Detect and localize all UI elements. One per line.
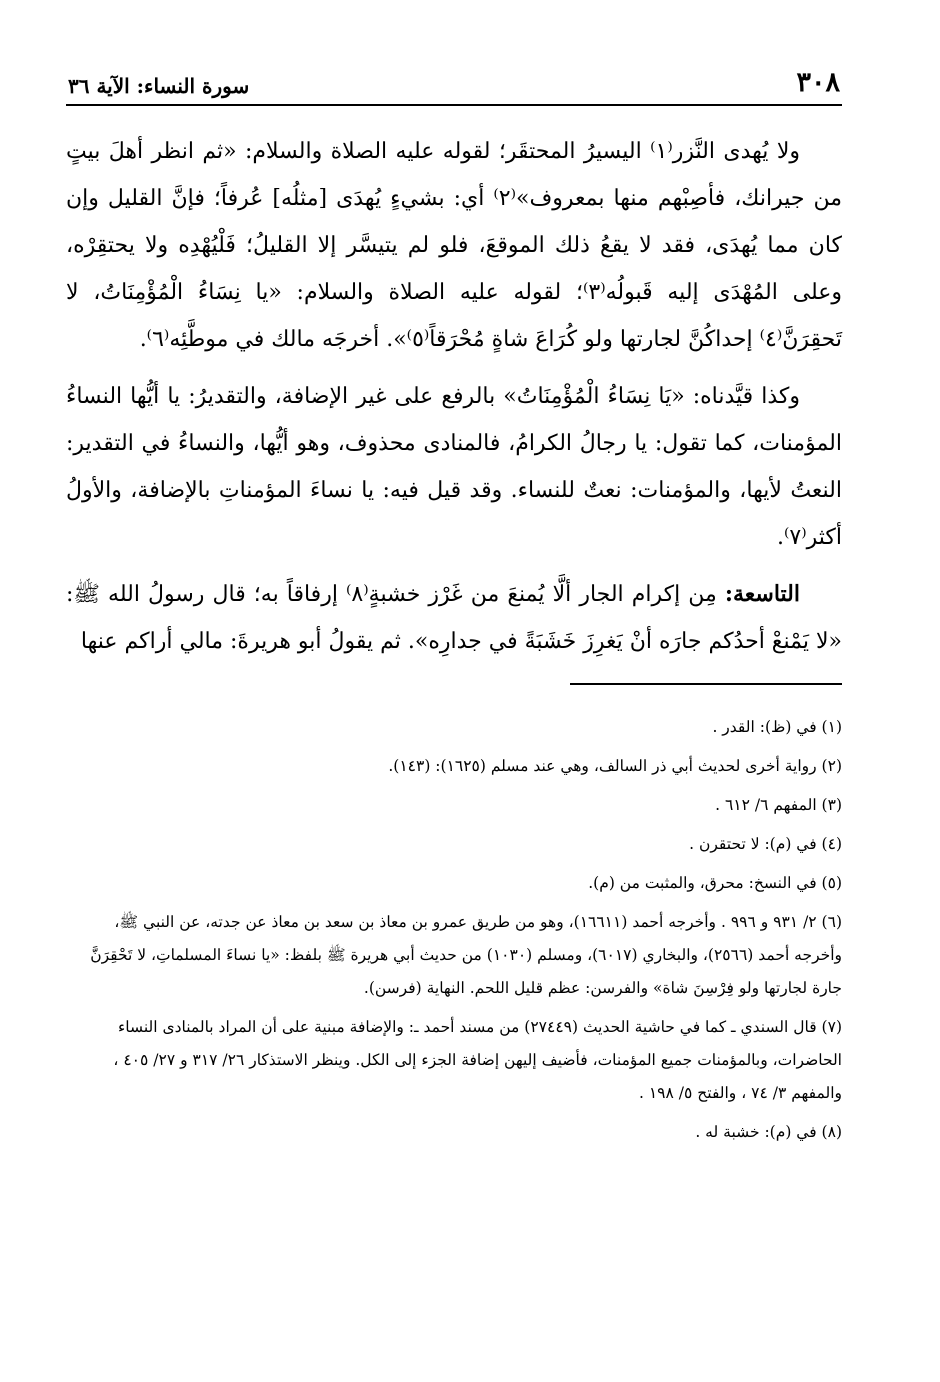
section-lead: التاسعة:: [724, 581, 800, 607]
page-number: ٣٠٨: [796, 67, 840, 98]
footnote: (٢) رواية أخرى لحديث أبي ذر السالف، وهي عند مسلم (١٦٢٥): (١٤٣).: [388, 757, 842, 775]
footnote: (١) في (ظ): القدر .: [712, 718, 842, 736]
paragraph-text: ولا يُهدى النَّزر⁽١⁾ اليسيرُ المحتقَر؛ لقوله عليه الصلاة والسلام: «ثم انظر أهلَ بيتٍ من جيرانك، فأصِبْهم منها بمعروف»⁽٢⁾ أي: بشيءٍ يُهدَى [مثلُه] عُرفاً؛ فإنَّ القليل وإن كان مما يُهدَى، فقد لا يقعُ ذلك الموقعَ، فلو لم يتيسَّر إلا القليلُ؛ فَلْيُهْدِه ولا يحتقِرْه، وعلى المُهْدَى إليه قَبولُه⁽٣⁾؛ لقوله عليه الصلاة والسلام: «يا نِسَاءُ الْمُؤْمِنَاتُ، لا تَحقِرَنَّ⁽٤⁾ إحداكُنَّ لجارتها ولو كُرَاعَ شاةٍ مُحْرَقاً⁽٥⁾». أخرجَه مالك في موطَّئِه⁽٦⁾.: [66, 139, 843, 352]
footnote: (٨) في (م): خشبة له .: [695, 1123, 842, 1141]
running-head: [66, 60, 842, 106]
book-page: [66, 60, 842, 1360]
footnote: (٣) المفهم ٦/ ٦١٢ .: [715, 796, 842, 814]
paragraph-text: مِن إكرام الجار ألَّا يُمنعَ من غَرْز خشبةٍ⁽٨⁾ إرفاقاً به؛ قال رسولُ الله ﷺ: «لا يَمْنعْ أحدُكم جارَه أنْ يَغرِزَ خَشَبَةً في جدارِه». ثم يقولُ أبو هريرةَ: مالي أراكم عنها: [66, 582, 842, 654]
footnotes: [66, 711, 842, 1149]
main-text: [66, 128, 842, 665]
paragraph-text: وكذا قيَّدناه: «يَا نِسَاءُ الْمُؤْمِنَاتُ» بالرفع على غير الإضافة، والتقديرُ: يا أيُّها النساءُ المؤمنات، كما تقول: يا رجالُ الكرامُ، فالمنادى محذوف، وهو أيُّها، والنساءُ في التقدير: النعتُ لأيها، والمؤمنات: نعتٌ للنساء. وقد قيل فيه: يا نساءَ المؤمناتِ بالإضافة، والأولُ أكثر⁽٧⁾.: [66, 384, 842, 550]
paragraph: [66, 128, 842, 363]
footnote-separator: [570, 683, 842, 685]
footnote: (٧) قال السندي ـ كما في حاشية الحديث (٢٧٤٤٩) من مسند أحمد ـ: والإضافة مبنية على أن المراد بالمنادى النساء الحاضرات، وبالمؤمنات جميع المؤمنات، فأضيف إليهن إضافة الجزء إلى الكل. وينظر الاستذكار ٢٦/ ٣١٧ و ٢٧/ ٤٠٥ ، والمفهم ٣/ ٧٤ ، والفتح ٥/ ١٩٨ .: [113, 1018, 842, 1102]
paragraph: [66, 571, 842, 665]
footnote: (٥) في النسخ: محرق، والمثبت من (م).: [588, 874, 842, 892]
surah-title: سورة النساء: الآية ٣٦: [68, 74, 250, 98]
footnote: (٦) ٢/ ٩٣١ و ٩٩٦ . وأخرجه أحمد (١٦٦١١)، وهو من طريق عمرو بن معاذ بن سعد بن معاذ عن جدته، عن النبي ﷺ، وأخرجه أحمد (٢٥٦٦)، والبخاري (٦٠١٧)، ومسلم (١٠٣٠) من حديث أبي هريرة ﷺ بلفظ: «يا نساءَ المسلماتِ، لا تَحْقِرَنَّ جارة لجارتها ولو فِرْسِنَ شاة» والفرسن: عظم قليل اللحم. النهاية (فرسن).: [90, 913, 842, 997]
paragraph: [66, 373, 842, 561]
footnote: (٤) في (م): لا تحتقرن .: [689, 835, 842, 853]
